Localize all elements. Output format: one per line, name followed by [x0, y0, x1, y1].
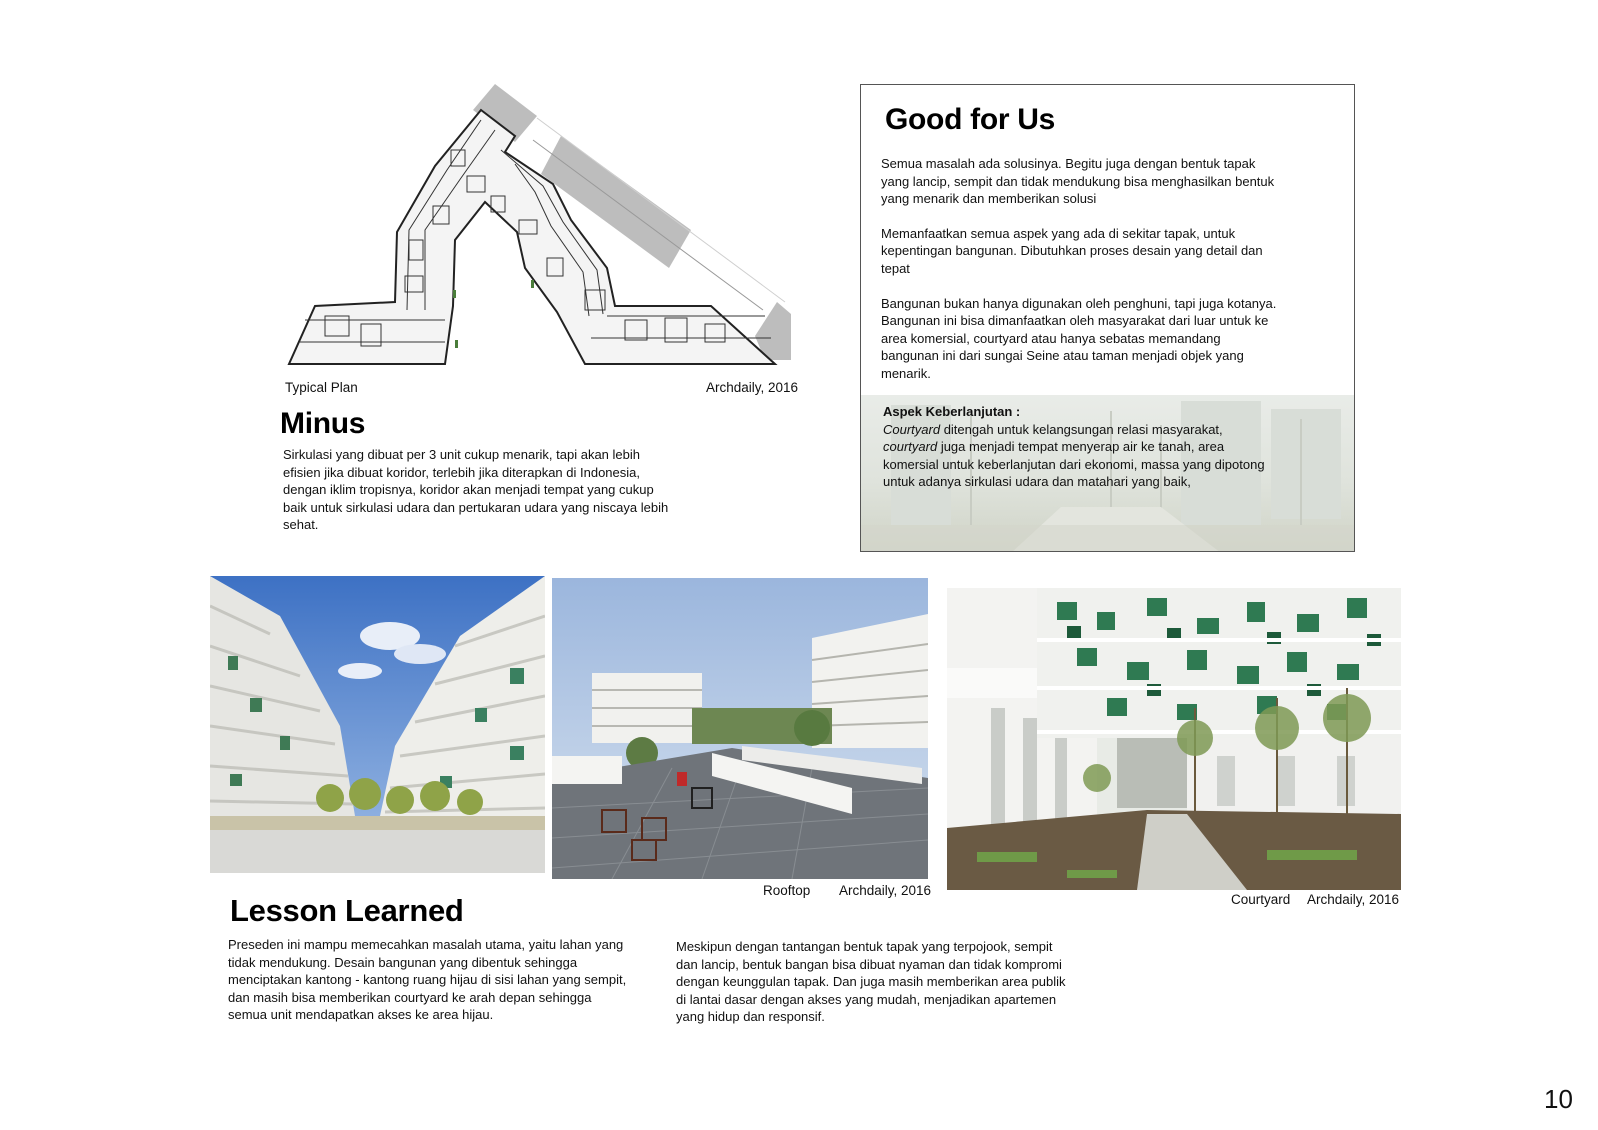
minus-heading: Minus: [280, 407, 366, 440]
aspek-italic-1: Courtyard: [883, 421, 941, 437]
plan-caption: Typical Plan: [285, 380, 358, 395]
aspek-block: [883, 403, 1267, 491]
lesson-learned-heading: Lesson Learned: [230, 893, 464, 928]
good-for-us-box: [860, 84, 1355, 552]
good-paragraph-1: Semua masalah ada solusinya. Begitu juga dengan bentuk tapak yang lancip, sempit dan tidak mendukung bisa menghasilkan bentuk yang menarik dan memberikan solusi: [881, 156, 1275, 207]
good-for-us-heading: Good for Us: [885, 103, 1056, 136]
courtyard-caption: Courtyard: [1231, 892, 1291, 907]
courtyard-photo: [947, 588, 1401, 890]
good-paragraph-3: Bangunan bukan hanya digunakan oleh penghuni, tapi juga kotanya. Bangunan ini bisa dimanfaatkan oleh masyarakat dari luar untuk ke area komersial, courtyard atau hanya sebatas memandang bangunan ini dari sungai Seine atau taman menjadi objek yang menarik.: [881, 295, 1277, 381]
good-for-us-paragraphs: [881, 155, 1281, 400]
rooftop-photo: [552, 578, 928, 879]
rooftop-source: Archdaily, 2016: [839, 883, 932, 898]
aspek-text-1: ditengah untuk kelangsungan relasi masyarakat,: [940, 421, 1223, 437]
aspek-text: [883, 421, 1267, 491]
aspek-heading: Aspek Keberlanjutan :: [883, 404, 1021, 419]
aspek-italic-2: courtyard: [883, 439, 938, 455]
facade-photo: [210, 576, 545, 873]
plan-source: Archdaily, 2016: [706, 380, 799, 395]
page-number: 10: [1544, 1084, 1573, 1114]
typical-plan-drawing: [285, 80, 797, 372]
rooftop-caption: Rooftop: [763, 883, 811, 898]
aspek-text-2: juga menjadi tempat menyerap air ke tanah, area komersial untuk keberlanjutan dari ekonomi, massa yang dipotong untuk adanya sirkulasi udara dan matahari yang baik,: [883, 439, 1265, 490]
courtyard-source: Archdaily, 2016: [1307, 892, 1400, 907]
lesson-text-left: Preseden ini mampu memecahkan masalah utama, yaitu lahan yang tidak mendukung. Desain bangunan yang dibentuk sehingga menciptakan kantong - kantong ruang hijau di sisi lahan yang sempit, dan masih bisa memberikan courtyard ke arah depan sehingga semua unit mendapatkan akses ke area hijau.: [228, 937, 627, 1023]
lesson-text-right: Meskipun dengan tantangan bentuk tapak yang terpojook, sempit dan lancip, bentuk bangan bisa dibuat nyaman dan tidak kompromi dengan keunggulan tapak. Dan juga masih memberikan area publik di lantai dasar dengan akses yang mudah, menjadikan apartemen yang hidup dan responsif.: [676, 939, 1066, 1025]
good-paragraph-2: Memanfaatkan semua aspek yang ada di sekitar tapak, untuk kepentingan bangunan. Dibutuhkan proses desain yang detail dan tepat: [881, 225, 1263, 276]
minus-text: Sirkulasi yang dibuat per 3 unit cukup menarik, tapi akan lebih efisien jika dibuat koridor, terlebih jika diterapkan di Indonesia, dengan iklim tropisnya, koridor akan menjadi tempat yang cukup baik untuk sirkulasi udara dan pertukaran udara yang niscaya lebih sehat.: [283, 447, 669, 533]
